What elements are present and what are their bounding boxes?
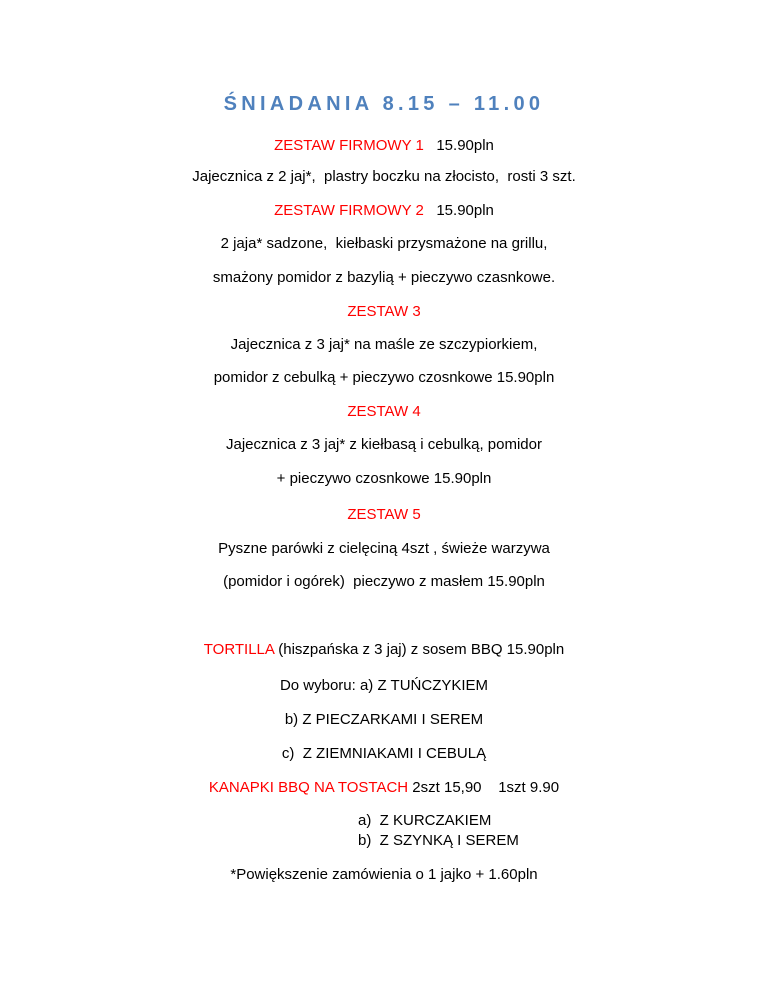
- set3-description-line1: Jajecznica z 3 jaj* na maśle ze szczypiorkiem,: [230, 336, 538, 353]
- set2-price: 15.90pln: [436, 202, 494, 219]
- footnote: *Powiększenie zamówienia o 1 jajko + 1.60pln: [230, 866, 538, 883]
- menu-title: ŚNIADANIA 8.15 – 11.00: [223, 93, 545, 115]
- tortilla-details: (hiszpańska z 3 jaj) z sosem BBQ 15.90pln: [274, 641, 565, 658]
- tortilla-name: TORTILLA: [203, 641, 275, 658]
- set1-description: Jajecznica z 2 jaj*, plastry boczku na złocisto, rosti 3 szt.: [192, 168, 576, 185]
- set4-description-line2: + pieczywo czosnkowe 15.90pln: [276, 470, 492, 487]
- set1-price: 15.90pln: [436, 137, 494, 154]
- set5-description-line1: Pyszne parówki z cielęciną 4szt , świeże warzywa: [218, 540, 550, 557]
- tortilla-header: [0, 640, 768, 660]
- set2-description-line1: 2 jaja* sadzone, kiełbaski przysmażone na grillu,: [220, 235, 548, 252]
- set4-description-line1: Jajecznica z 3 jaj* z kiełbasą i cebulką, pomidor: [226, 436, 542, 453]
- set3-name: ZESTAW 3: [347, 303, 421, 320]
- set2-name: ZESTAW FIRMOWY 2: [274, 202, 424, 219]
- kanapki-option-b: b) Z SZYNKĄ I SEREM: [358, 832, 519, 849]
- set2-header: [0, 201, 768, 221]
- set5-name: ZESTAW 5: [347, 506, 421, 523]
- set2-description-line2: smażony pomidor z bazylią + pieczywo czasnkowe.: [212, 269, 556, 286]
- set1-header: [0, 136, 768, 156]
- set4-name: ZESTAW 4: [347, 403, 421, 420]
- tortilla-choice: Do wyboru: a) Z TUŃCZYKIEM: [279, 677, 489, 694]
- kanapki-header: [0, 778, 768, 798]
- set1-name: ZESTAW FIRMOWY 1: [274, 137, 424, 154]
- kanapki-details: 2szt 15,90 1szt 9.90: [408, 779, 560, 796]
- kanapki-option-a: a) Z KURCZAKIEM: [358, 812, 492, 829]
- tortilla-option-c: c) Z ZIEMNIAKAMI I CEBULĄ: [281, 745, 487, 762]
- tortilla-option-b: b) Z PIECZARKAMI I SEREM: [284, 711, 484, 728]
- kanapki-name: KANAPKI BBQ NA TOSTACH: [208, 779, 409, 796]
- set5-description-line2: (pomidor i ogórek) pieczywo z masłem 15.90pln: [223, 573, 545, 590]
- set3-description-line2: pomidor z cebulką + pieczywo czosnkowe 15.90pln: [213, 369, 555, 386]
